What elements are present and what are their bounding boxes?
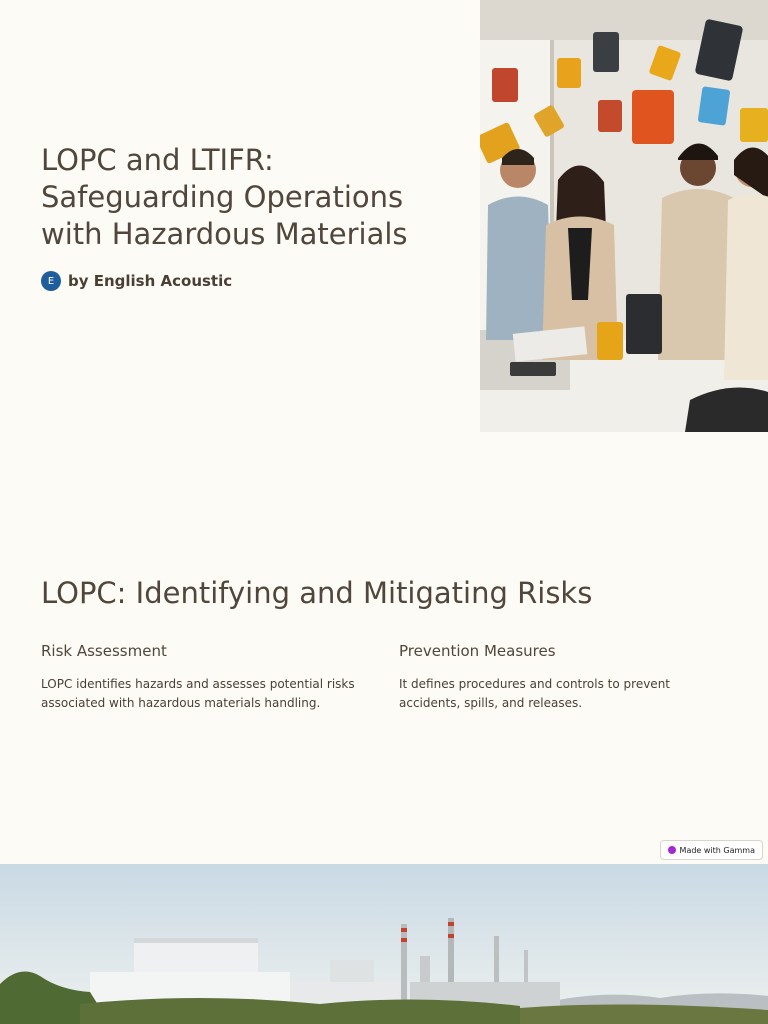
author-line (41, 271, 232, 291)
title-slide (0, 0, 768, 432)
card-heading: Risk Assessment (41, 642, 167, 660)
card-body: LOPC identifies hazards and assesses potential risks associated with hazardous materials handling. (41, 677, 355, 710)
lopc-risks-slide (0, 432, 768, 864)
prevention-measures-card (399, 642, 734, 713)
card-body: It defines procedures and controls to prevent accidents, spills, and releases. (399, 677, 671, 710)
gamma-logo-icon (668, 846, 676, 854)
author-avatar: E (41, 271, 61, 291)
risk-assessment-card (41, 642, 376, 713)
industrial-facility-slide (0, 864, 768, 1024)
made-with-gamma-badge[interactable] (660, 840, 763, 860)
card-heading: Prevention Measures (399, 642, 556, 660)
author-name: by English Acoustic (68, 272, 233, 290)
section-title: LOPC: Identifying and Mitigating Risks (41, 576, 593, 610)
facility-photo (0, 864, 768, 1024)
badge-label: Made with Gamma (679, 845, 755, 855)
hero-photo-team-hazmat (480, 0, 768, 432)
page-title: LOPC and LTIFR: Safeguarding Operations with Hazardous Materials (41, 143, 408, 251)
